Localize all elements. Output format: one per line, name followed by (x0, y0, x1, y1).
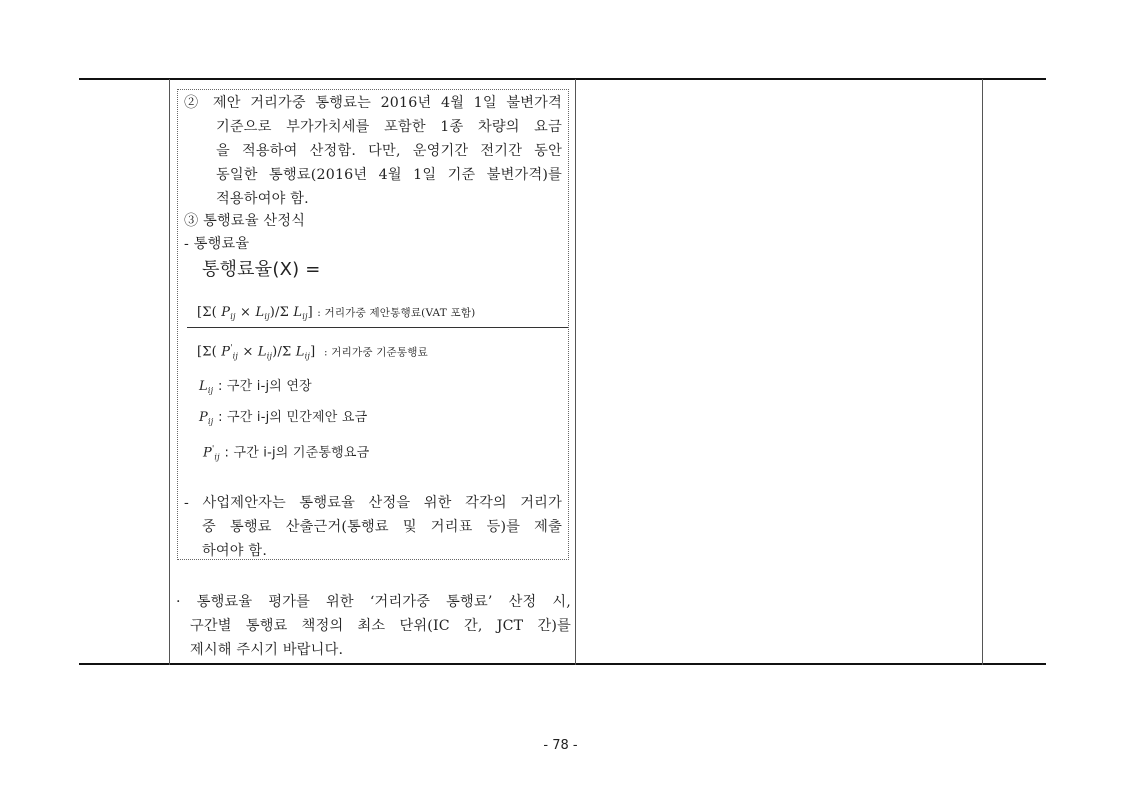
note-line-2: 중 통행료 산출근거(통행료 및 거리표 등)를 제출 (202, 519, 562, 535)
den-open: [Σ( (197, 344, 217, 360)
formula-denominator (197, 336, 428, 368)
den-p: P (221, 344, 231, 360)
column-divider-1 (169, 79, 170, 665)
den-l-sub: ij (266, 351, 273, 361)
num-div: )/Σ (269, 305, 290, 320)
def-l-text: : 구간 i-j의 연장 (218, 379, 312, 394)
item2-line-3: 을 적용하여 산정함. 다만, 운영기간 전기간 동안 (216, 143, 562, 159)
def-pprime-prime: ' (211, 444, 215, 453)
def-pprime-text: : 구간 i-j의 기준통행요금 (224, 445, 370, 461)
def-p-symbol: P (199, 410, 208, 425)
num-close: ] (307, 305, 313, 320)
num-l-sub: ij (264, 312, 270, 321)
def-l-symbol: L (199, 379, 208, 394)
den-div: )/Σ (272, 344, 292, 360)
fraction-line (187, 327, 568, 328)
den-note: : 거리가중 기준통행료 (324, 346, 428, 359)
formula-title: 통행료율(X) = (202, 259, 321, 280)
column-divider-2 (575, 79, 576, 665)
page-number: - 78 - (543, 738, 578, 753)
def-pprime-sub: ij (214, 452, 220, 462)
num-l2: L (293, 305, 303, 320)
note-line-3: 하여야 함. (202, 543, 268, 559)
def-pprime-symbol: P (203, 445, 212, 461)
den-l2: L (295, 344, 305, 360)
item2-line-1: ② 제안 거리가중 통행료는 2016년 4월 1일 불변가격 (184, 95, 562, 111)
den-l: L (257, 344, 267, 360)
den-p-sub: ij (232, 351, 239, 361)
den-times: × (242, 344, 254, 360)
den-p-prime: ' (230, 343, 233, 352)
definition-p-prime (203, 437, 369, 470)
num-open: [Σ( (197, 305, 217, 320)
question-line-2: 구간별 통행료 책정의 최소 단위(IC 간, JCT 간)를 (190, 618, 571, 634)
item2-line-5: 적용하여야 함. (216, 191, 309, 207)
item3-heading: ③ 통행료율 산정식 (184, 213, 306, 229)
table-bottom-border (79, 663, 1046, 665)
num-l2-sub: ij (302, 312, 308, 321)
item2-line-2: 기준으로 부가가치세를 포함한 1종 차량의 요금 (216, 119, 562, 135)
question-line-3: 제시해 주시기 바랍니다. (190, 642, 344, 658)
def-p-sub: ij (207, 417, 214, 426)
formula-numerator (197, 301, 475, 329)
sub-heading: - 통행료율 (184, 236, 250, 252)
def-l-sub: ij (207, 386, 214, 395)
num-p-sub: ij (230, 312, 236, 321)
num-note: : 거리가중 제안통행료(VAT 포함) (317, 307, 476, 319)
num-l: L (255, 305, 265, 320)
def-p-text: : 구간 i-j의 민간제안 요금 (218, 410, 368, 425)
den-l2-sub: ij (304, 351, 311, 361)
table-top-border (79, 78, 1046, 80)
num-times: × (240, 305, 252, 320)
question-line-1: · 통행료율 평가를 위한 ‘거리가중 통행료’ 산정 시, (176, 594, 571, 610)
note-line-1: - 사업제안자는 통행료율 산정을 위한 각각의 거리가 (184, 495, 562, 511)
column-divider-3 (982, 79, 983, 665)
definition-l (199, 374, 312, 403)
den-close: ] (310, 344, 316, 360)
item2-line-4: 동일한 통행료(2016년 4월 1일 기준 불변가격)를 (216, 167, 562, 183)
definition-p (199, 405, 367, 434)
num-p: P (221, 305, 231, 320)
